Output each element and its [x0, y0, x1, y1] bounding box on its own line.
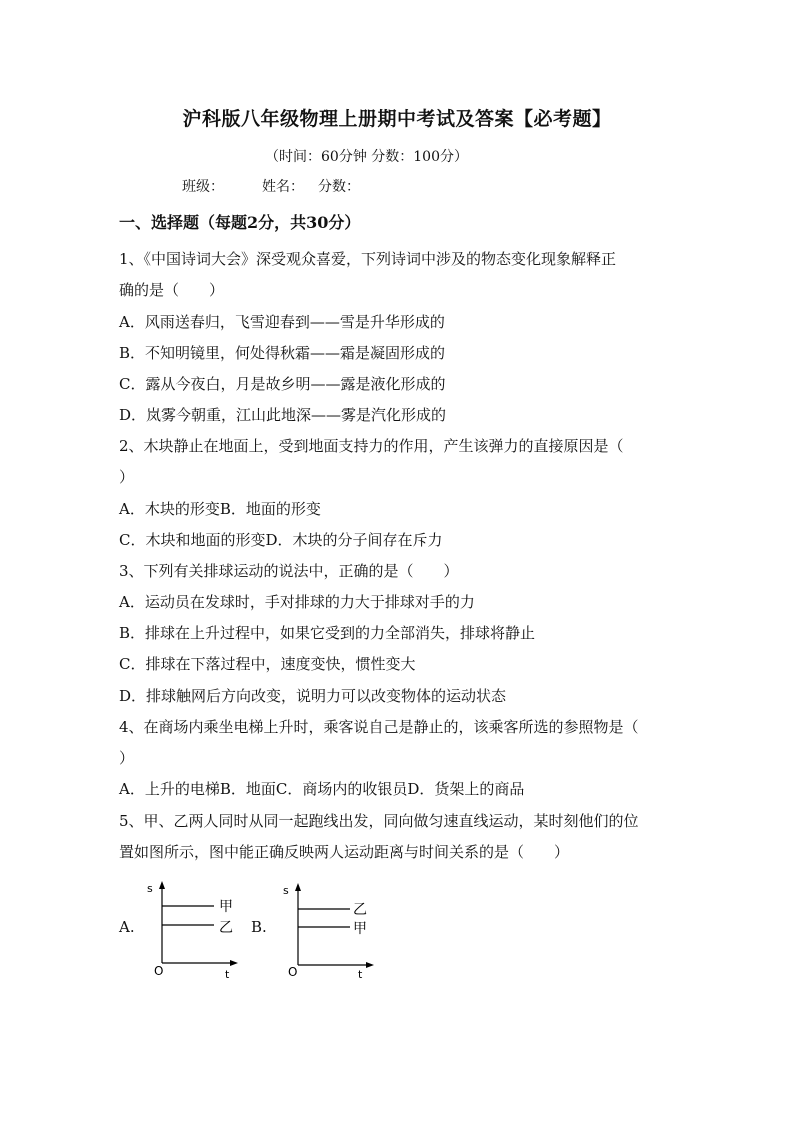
graph-a-origin: O — [154, 964, 164, 978]
question-3-option-a: A．运动员在发球时，手对排球的力大于排球对手的力 — [119, 593, 475, 611]
score-label: 分数： — [318, 179, 360, 195]
graph-b-y-label: s — [283, 884, 289, 897]
question-1-option-c: C．露从今夜白，月是故乡明——露是液化形成的 — [119, 375, 446, 393]
question-4-stem-line-1: 4、在商场内乘坐电梯上升时，乘客说自己是静止的，该乘客所选的参照物是（ — [119, 718, 639, 736]
exam-time-score: （时间：60分钟 分数：100分） — [265, 149, 468, 165]
question-2-stem-line-1: 2、木块静止在地面上，受到地面支持力的作用，产生该弹力的直接原因是（ — [119, 437, 624, 455]
graph-b-x-label: t — [358, 968, 363, 981]
graph-a-y-arrow — [159, 881, 165, 889]
class-label: 班级： — [182, 179, 224, 195]
question-2-option-cd: C．木块和地面的形变D．木块的分子间存在斥力 — [119, 531, 443, 549]
question-3-option-b: B．排球在上升过程中，如果它受到的力全部消失，排球将静止 — [119, 624, 536, 642]
question-2-option-ab: A．木块的形变B．地面的形变 — [119, 500, 321, 518]
question-1-option-a: A．风雨送春归，飞雪迎春到——雪是升华形成的 — [119, 313, 445, 331]
question-5-stem-line-2: 置如图所示，图中能正确反映两人运动距离与时间关系的是（ ） — [119, 843, 570, 861]
section-heading: 一、选择题（每题2分，共30分） — [119, 213, 361, 232]
graph-a-lower-label: 乙 — [219, 920, 233, 936]
question-2-stem-line-2: ） — [119, 468, 135, 486]
graph-b — [276, 877, 386, 987]
question-4-stem-line-2: ） — [119, 749, 135, 767]
graph-b-lower-label: 甲 — [353, 921, 367, 937]
option-b-label: B. — [251, 918, 267, 936]
option-a-label: A. — [119, 918, 135, 936]
question-1-stem-line-2: 确的是（ ） — [119, 281, 225, 299]
graph-a-upper-label: 甲 — [219, 899, 233, 915]
graph-a — [140, 875, 250, 985]
name-label: 姓名： — [262, 179, 304, 195]
question-3-option-c: C．排球在下落过程中，速度变快，惯性变大 — [119, 655, 416, 673]
graph-b-x-arrow — [366, 962, 374, 968]
graph-b-y-arrow — [295, 883, 301, 891]
page-title: 沪科版八年级物理上册期中考试及答案【必考题】 — [182, 108, 612, 130]
question-1-option-d: D．岚雾今朝重，江山此地深——雾是汽化形成的 — [119, 406, 447, 424]
question-4-options: A．上升的电梯B．地面C．商场内的收银员D．货架上的商品 — [119, 780, 525, 798]
graph-a-x-label: t — [225, 968, 230, 981]
question-1-stem-line-1: 1、《中国诗词大会》深受观众喜爱，下列诗词中涉及的物态变化现象解释正 — [119, 250, 617, 268]
question-1-option-b: B．不知明镜里，何处得秋霜——霜是凝固形成的 — [119, 344, 446, 362]
question-5-stem-line-1: 5、甲、乙两人同时从同一起跑线出发，同向做匀速直线运动，某时刻他们的位 — [119, 812, 639, 830]
graph-a-y-label: s — [147, 882, 153, 895]
graph-b-origin: O — [288, 965, 298, 979]
graph-a-x-arrow — [230, 960, 238, 966]
graph-b-upper-label: 乙 — [353, 902, 367, 918]
question-3-stem: 3、下列有关排球运动的说法中，正确的是（ ） — [119, 562, 459, 580]
question-3-option-d: D．排球触网后方向改变，说明力可以改变物体的运动状态 — [119, 687, 507, 705]
